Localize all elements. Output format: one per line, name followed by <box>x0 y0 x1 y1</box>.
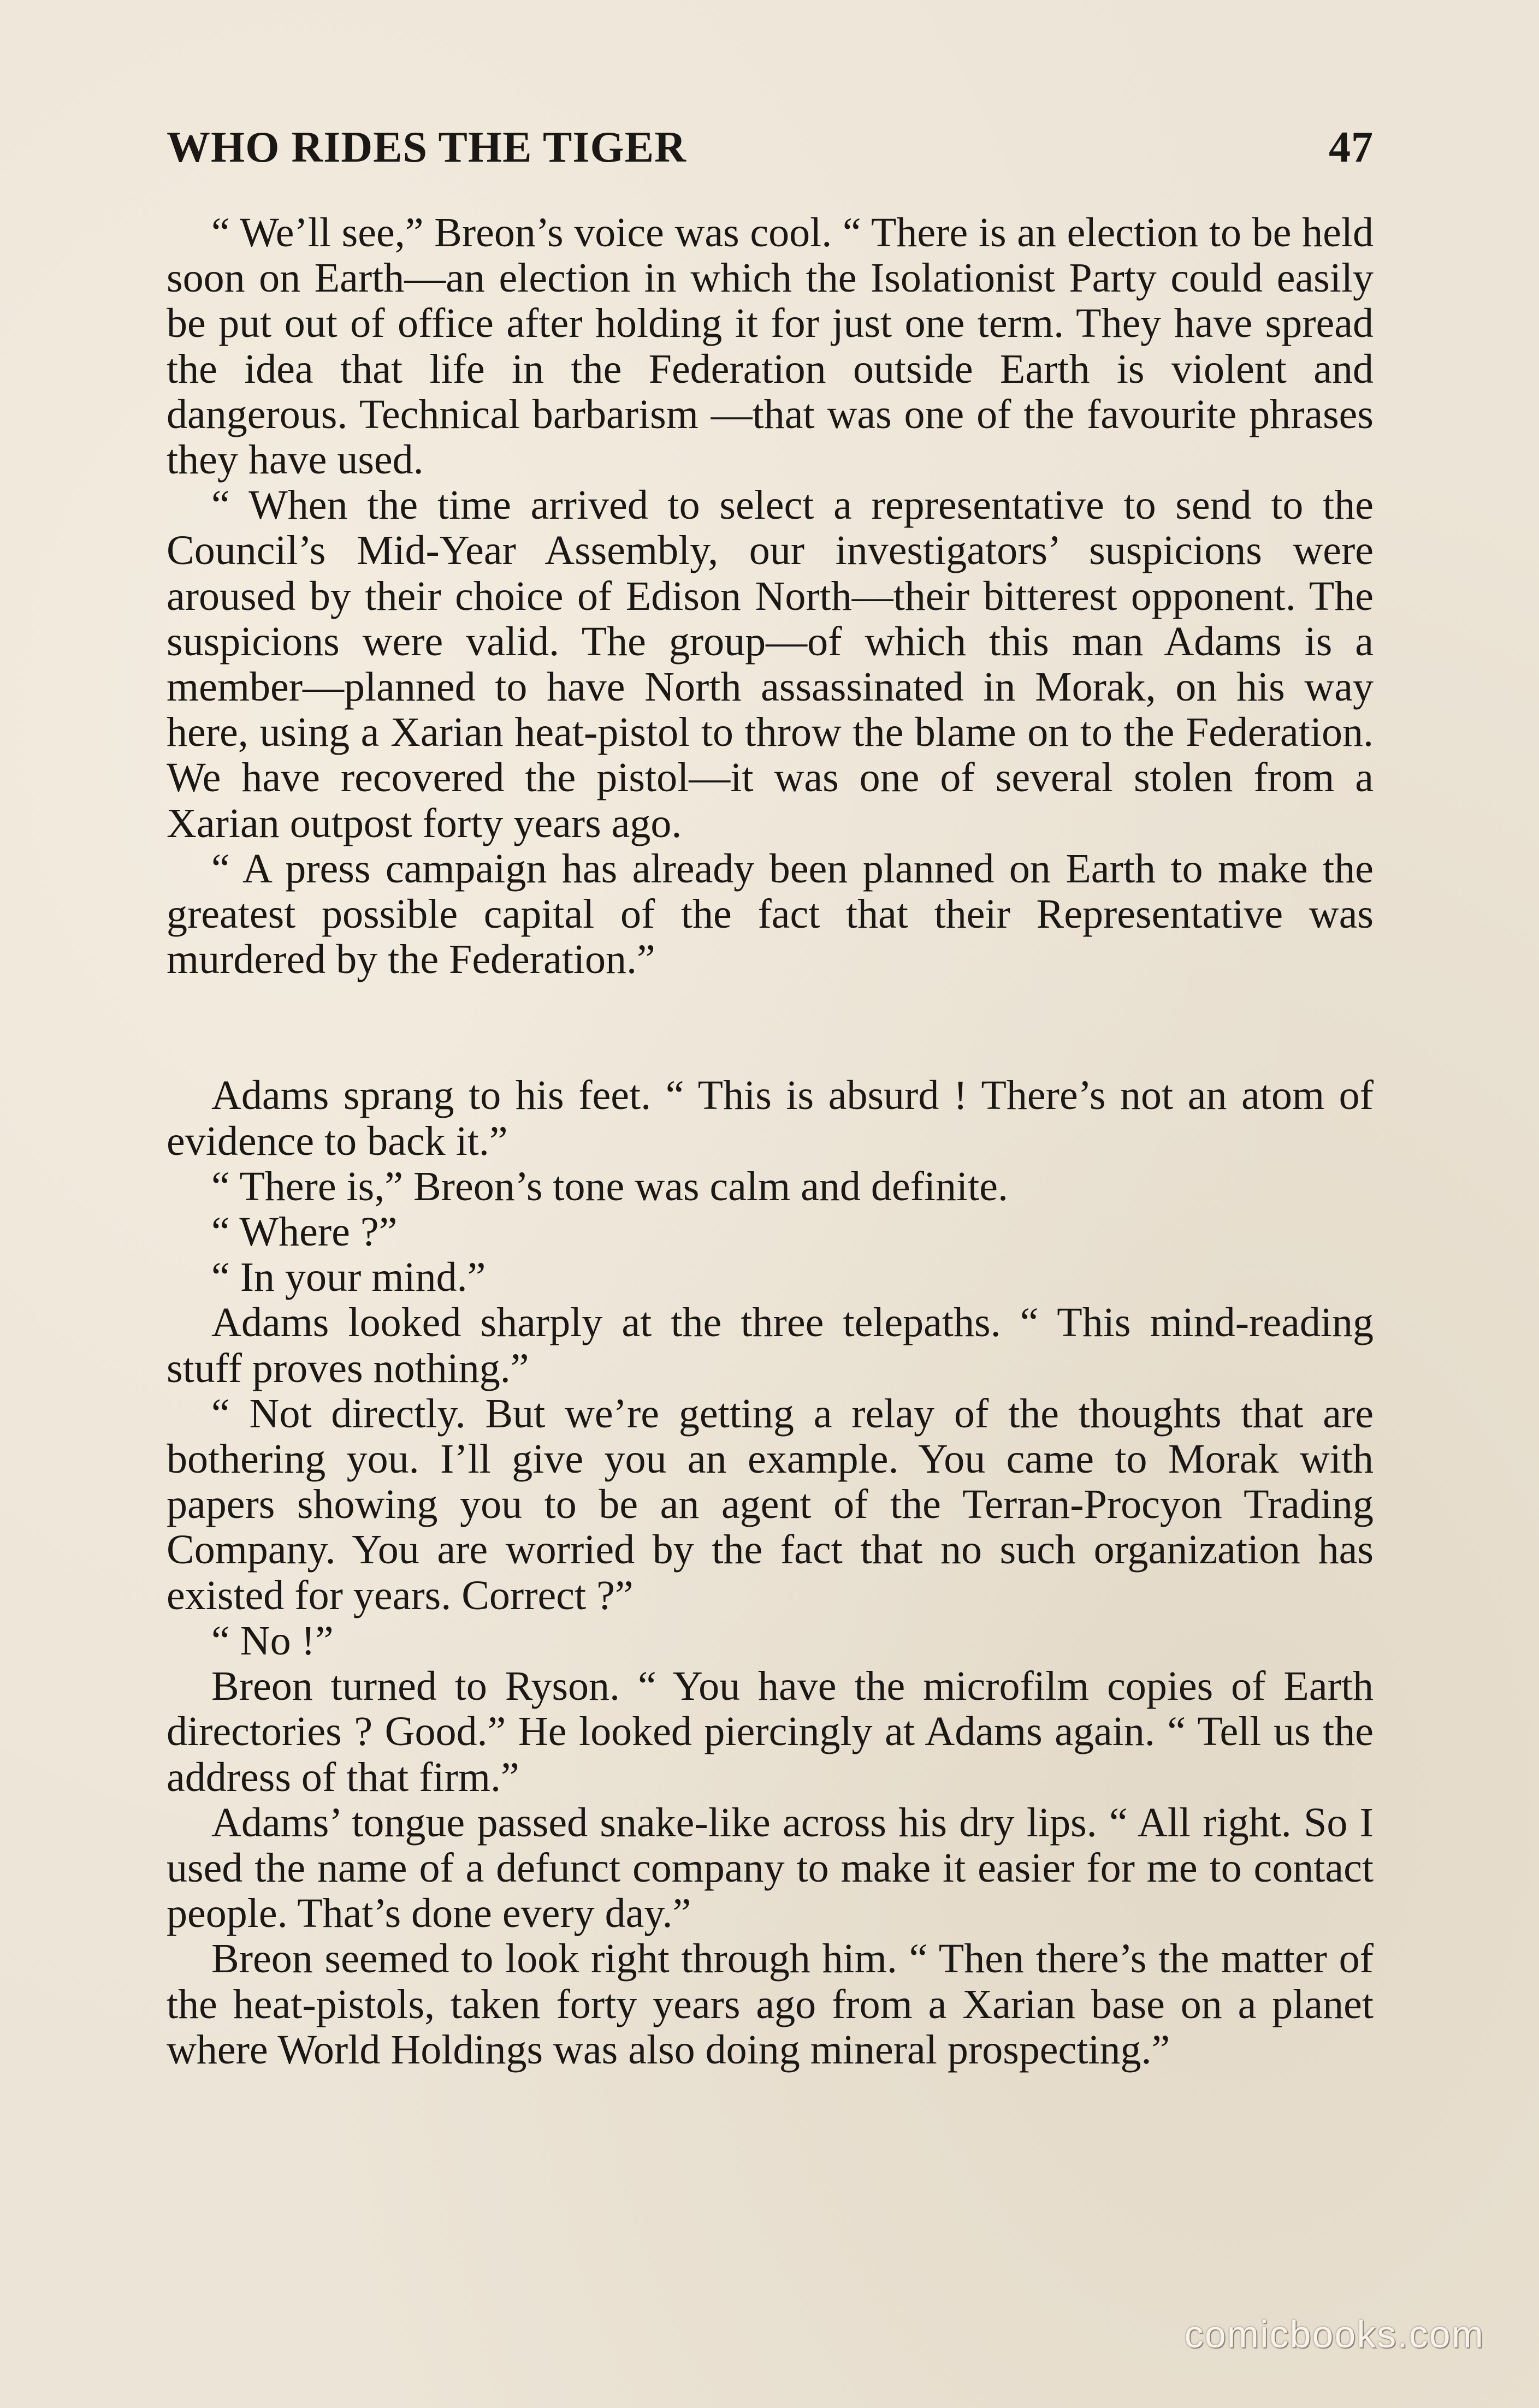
paragraph: Breon seemed to look right through him. “ Then there’s the matter of the heat-pistols, taken forty years ago from a Xarian base on a planet where World Holdings was also doing mineral prospecting.” <box>167 1936 1374 2073</box>
paragraph: Breon turned to Ryson. “ You have the microfilm copies of Earth directories ? Good.” He looked piercingly at Adams again. “ Tell us the address of that firm.” <box>167 1663 1374 1800</box>
paragraph: Adams looked sharply at the three telepaths. “ This mind-reading stuff proves nothing.” <box>167 1300 1374 1391</box>
watermark: comicbooks.com <box>1184 2313 1484 2356</box>
page-number: 47 <box>1329 123 1374 171</box>
paragraph: “ When the time arrived to select a representative to send to the Council’s Mid-Year Assembly, our investigators’ suspicions were aroused by their choice of Edison North—their bitterest opponent. The suspicions were valid. The group—of which this man Adams is a member—planned to have North assassinated in Morak, on his way here, using a Xarian heat-pistol to throw the blame on to the Federation. We have recovered the pistol—it was one of several stolen from a Xarian outpost forty years ago. <box>167 482 1374 846</box>
body-text <box>167 210 1374 2073</box>
paragraph: “ We’ll see,” Breon’s voice was cool. “ There is an election to be held soon on Earth—an election in which the Isolationist Party could easily be put out of office after holding it for just one term. They have spread the idea that life in the Federation outside Earth is violent and dangerous. Technical barbarism —that was one of the favourite phrases they have used. <box>167 210 1374 483</box>
paragraph: “ No !” <box>211 1617 334 1664</box>
running-head <box>167 117 1374 177</box>
book-title: WHO RIDES THE TIGER <box>167 123 686 171</box>
paragraph: Adams sprang to his feet. “ This is absurd ! There’s not an atom of evidence to back it.” <box>167 1072 1374 1164</box>
paragraph: “ There is,” Breon’s tone was calm and definite. <box>211 1163 1008 1209</box>
paragraph: Adams’ tongue passed snake-like across his dry lips. “ All right. So I used the name of a defunct company to make it easier for me to contact people. That’s done every day.” <box>167 1799 1374 1937</box>
paragraph: “ Where ?” <box>211 1209 398 1255</box>
paragraph: “ Not directly. But we’re getting a relay of the thoughts that are bothering you. I’ll give you an example. You came to Morak with papers showing you to be an agent of the Terran-Procyon Trading Company. You are worried by the fact that no such organization has existed for years. Correct ?” <box>167 1390 1374 1618</box>
section-break <box>167 982 1374 1073</box>
book-page <box>167 117 1374 2073</box>
paragraph: “ A press campaign has already been planned on Earth to make the greatest possible capital of the fact that their Representative was murdered by the Federation.” <box>167 845 1374 983</box>
paragraph: “ In your mind.” <box>211 1254 486 1301</box>
